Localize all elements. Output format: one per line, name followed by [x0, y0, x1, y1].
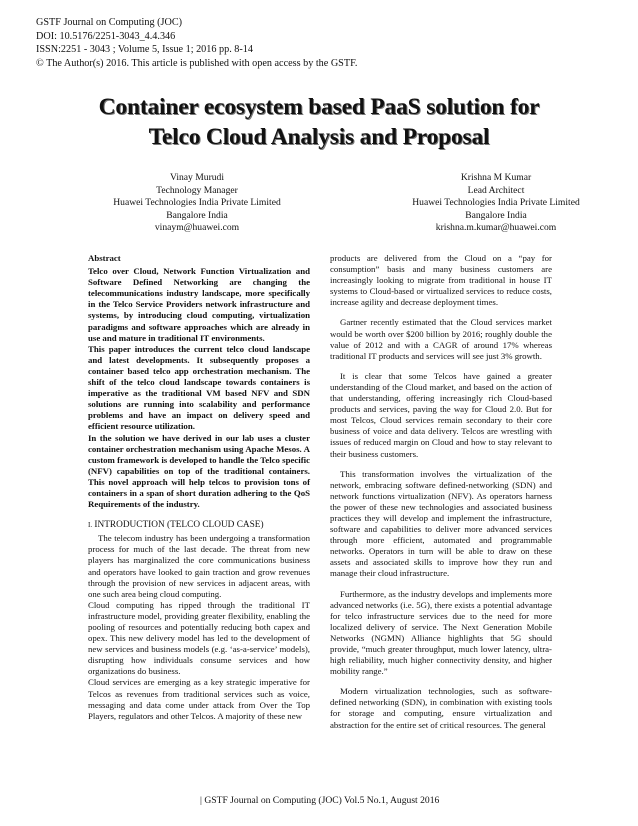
- journal-copyright: © The Author(s) 2016. This article is published with open access by the GSTF.: [36, 57, 358, 69]
- paper-title-line-1: Container ecosystem based PaaS solution for: [98, 94, 540, 120]
- body-paragraph-1: products are delivered from the Cloud on a “pay for consumption” basis and many business customers are increasingly looking to migrate from traditional in house IT systems to Cloud-based or virtualized services to reduce costs, increase agility and decrease deployment times.: [330, 253, 552, 308]
- body-paragraph-4: This transformation involves the virtualization of the network, embracing software defined-networking (SDN) and network functions virtualization (NFV). As operators harness the power of these new technologies and associated business practices they will develop and implement the infrastructure, software and capabilities to deliver more advanced services through more efficient, automated and programmable networks. Operators in turn will be able to draw on these assets and associated skills to improve how they run and manage their cloud infrastructure.: [330, 468, 552, 579]
- body-paragraph-5: Furthermore, as the industry develops and implements more advanced networks (i.e. 5G), there exists a potential advantage for telco infrastructure services due to the need for more localized delivery of service. The Next Generation Mobile Networks (NGMN) Alliance highlights that 5G should provide, “much greater throughput, much lower latency, ultra-high reliability, much higher connectivity density, and higher mobility range.”: [330, 588, 552, 677]
- author-organization: Huawei Technologies India Private Limited: [412, 197, 580, 209]
- author-block-1: [92, 172, 302, 235]
- left-column: [88, 253, 310, 722]
- right-column: [330, 253, 552, 731]
- intro-paragraph-2: Cloud computing has ripped through the traditional IT infrastructure model, providing greater flexibility, enabling the pooling of resources and potentially reducing both capex and opex. This new delivery model has led to the development of new services and business models (e.g. ‘as-a-service’ models), disrupting how individuals consume services and how organizations do business.: [88, 599, 310, 677]
- author-email: krishna.m.kumar@huawei.com: [435, 222, 557, 234]
- abstract-paragraph-1: Telco over Cloud, Network Function Virtualization and Software Defined Networking are changing the telecommunications industry landscape, more specifically in the Telco Service Providers network infrastructure and systems, by introducing cloud computing, virtualization paradigms and software approaches which are already in use and mature in traditional IT environments.: [88, 266, 310, 343]
- journal-issn: ISSN:2251 - 3043 ; Volume 5, Issue 1; 2016 pp. 8-14: [36, 44, 253, 56]
- author-name: Vinay Murudi: [169, 172, 225, 183]
- abstract-paragraph-3: In the solution we have derived in our lab uses a cluster container orchestration mechanism using Apache Mesos. A custom framework is developed to handle the Telco specific (NFV) capabilities on top of the traditional containers. This novel approach will help telcos to provision tons of containers in a span of short duration adhering to the QoS Requirements of the industry.: [88, 432, 310, 510]
- body-paragraph-3: It is clear that some Telcos have gained a greater understanding of the Cloud market, and based on the action of that understanding, offering increasingly rich Cloud-based products and services, paving the way for Cloud 2.0. But for most Telcos, Cloud services remain secondary to their core business of voice and data delivery. Telcos are wrestling with issues of reduced margin on Cloud and how to stay relevant to their business customers.: [330, 370, 552, 459]
- journal-doi: DOI: 10.5176/2251-3043_4.4.346: [36, 30, 176, 42]
- author-role: Technology Manager: [156, 184, 238, 196]
- body-paragraph-2: Gartner recently estimated that the Cloud services market would be worth over $200 billion by 2016; roughly double the value of 2012 and with a CAGR of around 17% whereas traditional IT products and services will see just 3% growth.: [330, 317, 552, 361]
- paper-title: [0, 92, 638, 152]
- abstract: [88, 253, 310, 510]
- author-block-2: [376, 172, 616, 235]
- section-heading-introduction: [88, 520, 310, 531]
- body-paragraph-6: Modern virtualization technologies, such as software-defined networking (SDN), in combination with existing tools for storage and computing, ensure virtualization and abstraction for the entire set of critical resources. The general: [330, 686, 552, 730]
- author-email: vinaym@huawei.com: [154, 222, 240, 234]
- author-role: Lead Architect: [467, 184, 525, 196]
- section-title: INTRODUCTION (TELCO CLOUD CASE): [94, 520, 264, 531]
- section-number: I.: [88, 521, 93, 530]
- journal-name: GSTF Journal on Computing (JOC): [36, 17, 183, 28]
- intro-paragraph-1: The telecom industry has been undergoing a transformation process for much of the last decade. The threat from new players has marginalized the core communications business and operators have looked to gain traction and grow revenues through the provision of new services in adjacent areas, with one such area being cloud computing.: [88, 533, 310, 599]
- abstract-heading: Abstract: [88, 253, 121, 263]
- abstract-paragraph-2: This paper introduces the current telco cloud landscape and latest developments. It subsequently proposes a container based telco app orchestration mechanism. The shift of the telco cloud landscape towards containers is imperative as the traditional VM based NFV and SDN solutions are running into scalability and performance problems and have an impact on delivery speed and efficient resource utilization.: [88, 343, 310, 432]
- page-footer: | GSTF Journal on Computing (JOC) Vol.5 No.1, August 2016: [200, 795, 440, 806]
- intro-paragraph-3: Cloud services are emerging as a key strategic imperative for Telcos as revenues from traditional services such as voice, messaging and data come under attack from Over the Top Players, regulators and other Telcos. A majority of these new: [88, 677, 310, 721]
- author-organization: Huawei Technologies India Private Limited: [113, 197, 281, 209]
- paper-title-line-2: Telco Cloud Analysis and Proposal: [148, 124, 490, 150]
- author-city: Bangalore India: [465, 209, 527, 221]
- author-city: Bangalore India: [166, 209, 228, 221]
- author-name: Krishna M Kumar: [460, 172, 532, 183]
- journal-header: [36, 16, 357, 70]
